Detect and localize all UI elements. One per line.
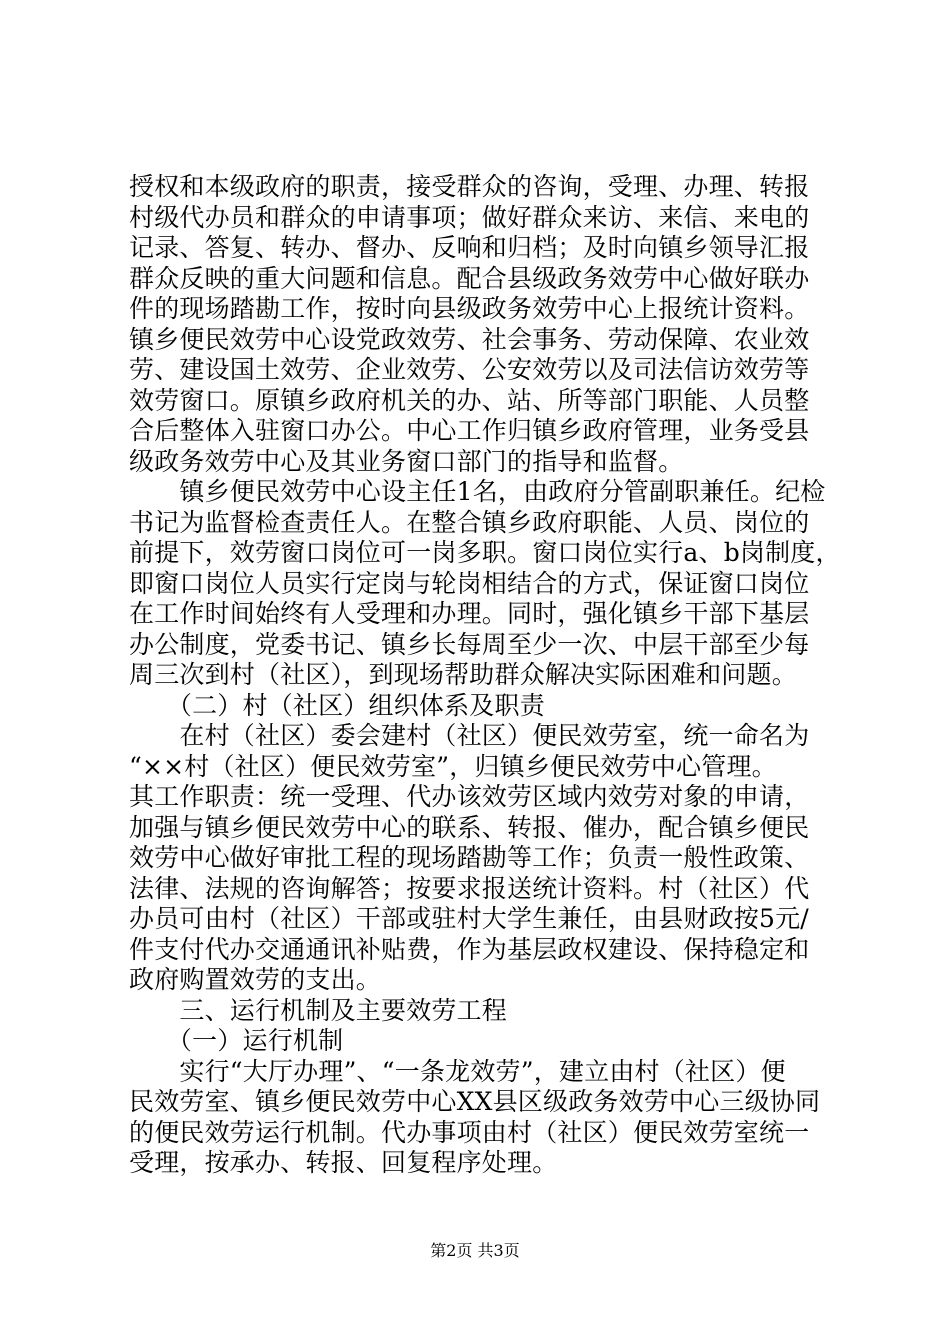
text-line: 办员可由村（社区）干部或驻村大学生兼任，由县财政按5元/ (129, 904, 809, 933)
text-line: 镇乡便民效劳中心设主任1名，由政府分管副职兼任。纪检 (129, 477, 826, 506)
text-line: 村级代办员和群众的申请事项；做好群众来访、来信、来电的 (129, 202, 810, 232)
text-line: 法律、法规的咨询解答；按要求报送统计资料。村（社区）代 (129, 873, 810, 903)
text-line: 加强与镇乡便民效劳中心的联系、转报、催办，配合镇乡便民 (129, 812, 810, 842)
text-line: 在村（社区）委会建村（社区）便民效劳室，统一命名为 (129, 721, 810, 750)
section-heading: （二）村（社区）组织体系及职责 (129, 690, 545, 720)
text-line: 政府购置效劳的支出。 (129, 965, 382, 994)
text-line: 其工作职责：统一受理、代办该效劳区域内效劳对象的申请， (129, 782, 810, 811)
text-line: 级政务效劳中心及其业务窗口部门的指导和监督。 (129, 446, 684, 476)
text-line: 办公制度，党委书记、镇乡长每周至少一次、中层干部至少每 (129, 629, 810, 659)
subsection-heading: （一）运行机制 (129, 1026, 344, 1055)
text-line: 即窗口岗位人员实行定岗与轮岗相结合的方式，保证窗口岗位 (129, 568, 810, 598)
text-line: 民效劳室、镇乡便民效劳中心XX县区级政务效劳中心三级协同 (129, 1087, 821, 1116)
text-line: 群众反映的重大问题和信息。配合县级政务效劳中心做好联办 (129, 263, 810, 293)
text-line: 镇乡便民效劳中心设党政效劳、社会事务、劳动保障、农业效 (129, 324, 810, 354)
page-number: 第2页 共3页 (430, 1241, 520, 1260)
text-line: 劳、建设国土效劳、企业效劳、公安效劳以及司法信访效劳等 (129, 355, 810, 384)
text-line: 记录、答复、转办、督办、反响和归档；及时向镇乡领导汇报 (129, 233, 810, 262)
page-footer (0, 1241, 950, 1261)
text-line: 效劳中心做好审批工程的现场踏勘等工作；负责一般性政策、 (129, 843, 810, 872)
document-body (129, 172, 841, 1179)
section-heading: 三、运行机制及主要效劳工程 (129, 995, 508, 1025)
text-line: 件支付代办交通通讯补贴费，作为基层政权建设、保持稳定和 (129, 934, 810, 964)
text-line: 合后整体入驻窗口办公。中心工作归镇乡政府管理，业务受县 (129, 416, 810, 445)
text-line: 的便民效劳运行机制。代办事项由村（社区）便民效劳室统一 (129, 1117, 810, 1147)
text-line: 受理，按承办、转报、回复程序处理。 (129, 1148, 558, 1177)
text-line: 周三次到村（社区），到现场帮助群众解决实际困难和问题。 (129, 660, 797, 689)
text-line: “××村（社区）便民效劳室”，归镇乡便民效劳中心管理。 (129, 751, 777, 781)
text-line: 书记为监督检查责任人。在整合镇乡政府职能、人员、岗位的 (129, 507, 810, 537)
text-line: 前提下，效劳窗口岗位可一岗多职。窗口岗位实行a、b岗制度， (129, 538, 841, 567)
text-line: 授权和本级政府的职责，接受群众的咨询，受理、办理、转报 (129, 172, 810, 201)
text-line: 在工作时间始终有人受理和办理。同时，强化镇乡干部下基层 (129, 599, 810, 628)
text-line: 件的现场踏勘工作，按时向县级政务效劳中心上报统计资料。 (129, 294, 810, 323)
text-line: 效劳窗口。原镇乡政府机关的办、站、所等部门职能、人员整 (129, 385, 810, 415)
text-line: 实行“大厅办理”、“一条龙效劳”，建立由村（社区）便 (129, 1056, 786, 1086)
